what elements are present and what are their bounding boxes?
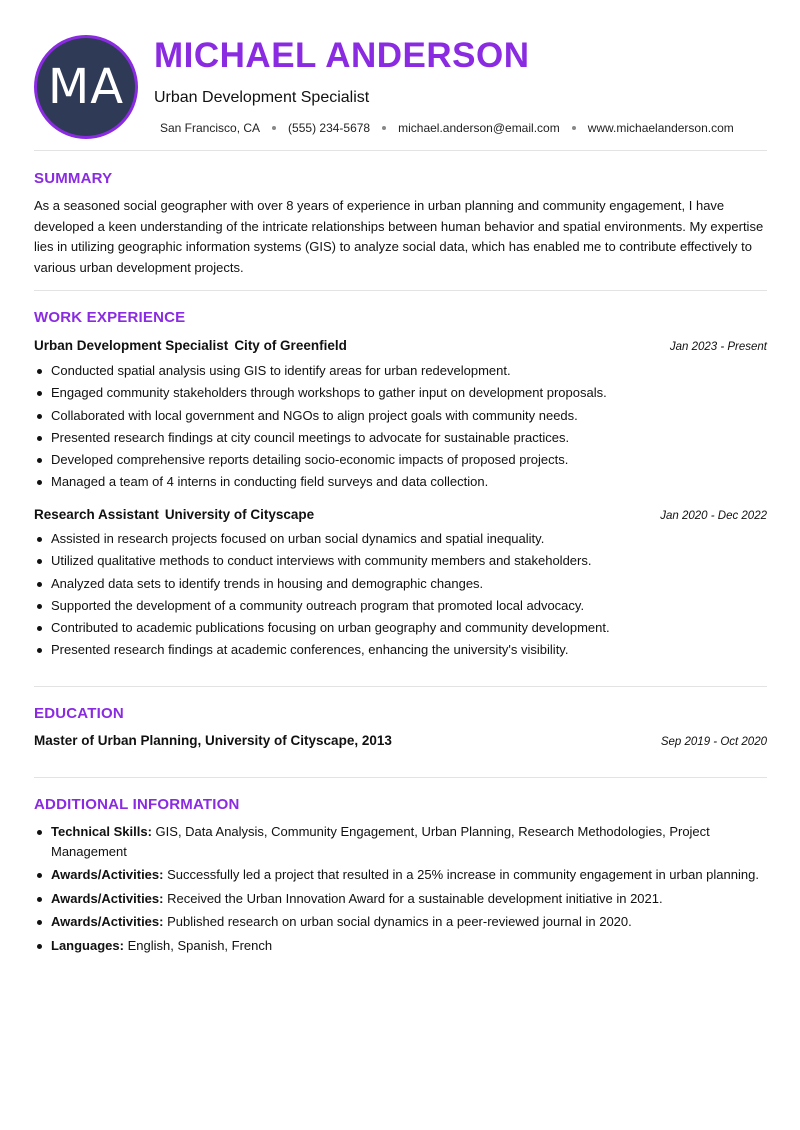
divider (34, 150, 767, 151)
job-bullet-list (34, 360, 767, 494)
contact-phone: (555) 234-5678 (288, 121, 371, 135)
divider (34, 290, 767, 291)
list-item: Engaged community stakeholders through workshops to gather input on development proposals. (34, 382, 767, 404)
info-label: Technical Skills: (51, 824, 152, 839)
info-text: GIS, Data Analysis, Community Engagement, Urban Planning, Research Methodologies, Project Management (51, 824, 710, 859)
info-text: Received the Urban Innovation Award for a sustainable development initiative in 2021. (167, 890, 663, 906)
candidate-title: Urban Development Specialist (154, 89, 370, 106)
list-item: Conducted spatial analysis using GIS to identify areas for urban redevelopment. (34, 360, 767, 382)
info-label: Awards/Activities: (51, 890, 164, 906)
info-text: Successfully led a project that resulted in a 25% increase in community engagement in urban planning. (167, 867, 759, 882)
divider (34, 777, 767, 778)
list-item: Utilized qualitative methods to conduct interviews with community members and stakeholders. (34, 550, 767, 572)
info-label: Languages: (51, 937, 124, 953)
job-organization: City of Greenfield (234, 338, 347, 353)
summary-text: As a seasoned social geographer with over 8 years of experience in urban planning and community engagement, I have developed a keen understanding of the intricate relationships between human behavior and spatial environments. My expertise lies in utilizing geographic information systems (GIS) to analyze social data, which has enabled me to contribute effectively to various urban development projects. (34, 198, 764, 275)
job-role-line (34, 507, 314, 522)
list-item: Presented research findings at academic conferences, enhancing the university's visibility. (34, 639, 767, 661)
list-item: Managed a team of 4 interns in conducting field surveys and data collection. (34, 471, 767, 493)
list-item (34, 889, 767, 909)
list-item (34, 822, 767, 861)
candidate-name: MICHAEL ANDERSON (154, 36, 530, 75)
info-label: Awards/Activities: (51, 867, 164, 882)
avatar (34, 35, 138, 139)
list-item (34, 865, 767, 885)
job-header (34, 338, 767, 353)
education-header (34, 733, 767, 748)
list-item: Supported the development of a community outreach program that promoted local advocacy. (34, 595, 767, 617)
job-header (34, 507, 767, 522)
separator-dot-icon (272, 126, 276, 130)
info-text: English, Spanish, French (127, 937, 273, 953)
list-item (34, 936, 767, 956)
job-date: Jan 2020 - Dec 2022 (660, 510, 767, 522)
job-date: Jan 2023 - Present (669, 341, 767, 353)
education-degree: Master of Urban Planning, University of Cityscape, 2013 (34, 733, 392, 748)
contact-email: michael.anderson@email.com (398, 121, 560, 135)
education-date: Sep 2019 - Oct 2020 (660, 736, 767, 748)
list-item: Developed comprehensive reports detailing socio-economic impacts of proposed projects. (34, 449, 767, 471)
avatar-initials: MA (47, 59, 125, 115)
separator-dot-icon (382, 126, 386, 130)
separator-dot-icon (572, 126, 576, 130)
job-organization: University of Cityscape (164, 507, 315, 522)
list-item: Analyzed data sets to identify trends in housing and demographic changes. (34, 573, 767, 595)
list-item: Presented research findings at city council meetings to advocate for sustainable practices. (34, 427, 767, 449)
list-item: Assisted in research projects focused on urban social dynamics and spatial inequality. (34, 528, 767, 550)
list-item (34, 912, 767, 932)
list-item: Contributed to academic publications focusing on urban geography and community development. (34, 617, 767, 639)
experience-heading: WORK EXPERIENCE (34, 309, 186, 326)
info-text: Published research on urban social dynamics in a peer-reviewed journal in 2020. (167, 914, 632, 929)
divider (34, 686, 767, 687)
contact-website: www.michaelanderson.com (587, 121, 734, 135)
additional-info-list (34, 822, 767, 959)
contact-row (160, 121, 734, 135)
job-role-line (34, 338, 347, 353)
info-label: Awards/Activities: (51, 914, 164, 929)
additional-heading: ADDITIONAL INFORMATION (34, 796, 240, 813)
list-item: Collaborated with local government and NGOs to align project goals with community needs. (34, 405, 767, 427)
job-role: Urban Development Specialist (34, 338, 229, 353)
job-bullet-list (34, 528, 767, 662)
contact-location: San Francisco, CA (160, 121, 261, 135)
summary-heading: SUMMARY (34, 170, 113, 187)
education-heading: EDUCATION (34, 705, 124, 722)
job-role: Research Assistant (34, 507, 159, 522)
